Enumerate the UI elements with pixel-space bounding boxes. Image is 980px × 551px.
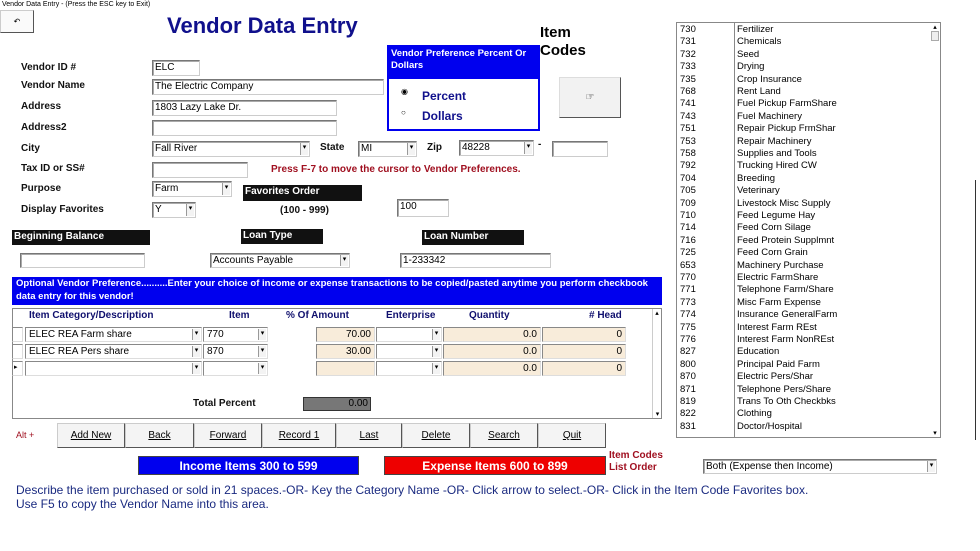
address2-label: Address2	[21, 122, 67, 133]
item-name: Chemicals	[737, 36, 782, 48]
address2-input[interactable]	[152, 120, 337, 136]
enterprise-select[interactable]	[376, 327, 442, 342]
header-enterprise: Enterprise	[386, 310, 436, 321]
item-code: 871	[680, 383, 696, 395]
item-name: Feed Legume Hay	[737, 210, 816, 221]
vendor-id-input[interactable]: ELC	[152, 60, 200, 76]
dollars-option-label[interactable]: Dollars	[422, 109, 463, 123]
item-name: Education	[737, 346, 780, 358]
item-code-row[interactable]	[680, 98, 930, 110]
dropdown-arrow-icon[interactable]: ▾	[432, 363, 440, 374]
item-code: 870	[680, 371, 696, 383]
display-favorites-value: Y	[155, 204, 162, 215]
item-code: 800	[680, 358, 696, 370]
purpose-value: Farm	[155, 183, 179, 194]
item-code: 831	[680, 420, 696, 432]
item-code-row[interactable]	[680, 86, 930, 98]
item-code: 741	[680, 98, 696, 110]
quantity-input[interactable]: 0.0	[443, 361, 541, 376]
item-code: 735	[680, 73, 696, 85]
zip-select[interactable]	[459, 140, 534, 156]
item-name: Drying	[737, 61, 765, 73]
item-code-row[interactable]	[680, 123, 930, 135]
item-name: Breeding	[737, 172, 776, 184]
percent-input[interactable]	[316, 361, 375, 376]
dropdown-arrow-icon[interactable]: ▾	[258, 346, 266, 357]
item-name: Feed Corn Silage	[737, 222, 811, 234]
income-items-button[interactable]: Income Items 300 to 599	[138, 456, 359, 475]
item-code-row[interactable]	[680, 384, 930, 396]
favorites-order-range: (100 - 999)	[280, 205, 329, 216]
radio-percent[interactable]: ◉	[401, 87, 408, 96]
item-code-row[interactable]	[680, 74, 930, 86]
undo-icon: ↶	[13, 17, 21, 26]
head-input[interactable]: 0	[542, 327, 626, 342]
list-order-value: Both (Expense then Income)	[706, 461, 833, 472]
help-line-2: Use F5 to copy the Vendor Name into this area.	[16, 497, 269, 511]
address-label: Address	[21, 101, 62, 112]
item-description-select[interactable]	[25, 327, 202, 342]
loan-type-select[interactable]	[210, 253, 350, 268]
description-value: ELEC REA Pers share	[29, 346, 130, 357]
quantity-input[interactable]: 0.0	[443, 344, 541, 359]
add-new-button[interactable]: Add New	[57, 423, 125, 448]
item-code: 705	[680, 185, 696, 197]
item-code-row[interactable]	[680, 49, 930, 61]
item-name: Electric FarmShare	[737, 272, 819, 283]
tax-id-label: Tax ID or SS#	[21, 163, 85, 174]
percent-option-label[interactable]: Percent	[422, 89, 467, 103]
item-code-row[interactable]	[680, 247, 930, 259]
item-name: Trucking Hired CW	[737, 160, 817, 172]
item-name: Fuel Pickup FarmShare	[737, 98, 837, 110]
item-code-row[interactable]	[680, 346, 930, 358]
grid-scrollbar[interactable]: ▴ ▾	[652, 309, 661, 418]
item-code: 827	[680, 346, 696, 358]
state-label: State	[320, 142, 345, 153]
item-code: 775	[680, 321, 696, 333]
item-name: Telephone Farm/Share	[737, 284, 834, 296]
expense-items-button[interactable]: Expense Items 600 to 899	[384, 456, 606, 475]
item-code: 774	[680, 309, 696, 321]
beginning-balance-input[interactable]	[20, 253, 145, 268]
item-code-row[interactable]	[680, 297, 930, 309]
purpose-select[interactable]	[152, 181, 232, 197]
item-code: 725	[680, 247, 696, 259]
city-value: Fall River	[155, 143, 198, 154]
item-name: Trans To Oth Checkbks	[737, 396, 836, 407]
item-name: Seed	[737, 48, 760, 60]
header-head: # Head	[589, 310, 622, 321]
favorites-order-label: Favorites Order	[243, 185, 362, 201]
item-code-row[interactable]	[680, 272, 930, 284]
vendor-preference-title: Vendor Preference Percent Or Dollars	[389, 47, 538, 79]
tax-id-input[interactable]	[152, 162, 248, 178]
quantity-input[interactable]: 0.0	[443, 327, 541, 342]
list-scrollbar[interactable]: ▴ ▾	[930, 23, 940, 437]
dropdown-arrow-icon[interactable]: ▾	[407, 143, 415, 155]
item-name: Feed Corn Grain	[737, 247, 808, 259]
item-name: Insurance GeneralFarm	[737, 309, 838, 321]
item-code-select[interactable]	[203, 361, 268, 376]
item-code: 710	[680, 210, 696, 221]
head-input[interactable]: 0	[542, 361, 626, 376]
item-code-row[interactable]	[680, 185, 930, 197]
item-code: 730	[680, 24, 696, 35]
item-code-row[interactable]	[680, 322, 930, 334]
item-name: Veterinary	[737, 185, 780, 197]
dropdown-arrow-icon[interactable]: ▾	[222, 183, 230, 195]
item-code-value: 870	[207, 346, 224, 357]
item-code: 733	[680, 61, 696, 73]
header-item: Item	[229, 310, 250, 321]
item-code-row[interactable]	[680, 260, 930, 272]
item-code-row[interactable]	[680, 160, 930, 172]
item-code-select[interactable]	[203, 344, 268, 359]
item-code-row[interactable]	[680, 284, 930, 296]
help-line-1: Describe the item purchased or sold in 21 spaces.-OR- Key the Category Name -OR- Click arrow to select.-OR- Click in the Item Code Favorites box.	[16, 483, 809, 497]
zip-dash: -	[538, 139, 542, 150]
item-code: 819	[680, 396, 696, 407]
favorites-order-input[interactable]: 100	[397, 199, 449, 217]
window-title: Vendor Data Entry - (Press the ESC key to Exit)	[2, 1, 151, 8]
dropdown-arrow-icon[interactable]: ▾	[192, 346, 200, 357]
dropdown-arrow-icon[interactable]: ▾	[186, 204, 194, 216]
item-code: 768	[680, 86, 696, 97]
zip-value: 48228	[462, 142, 490, 153]
delete-button[interactable]: Delete	[402, 423, 470, 448]
item-code-row[interactable]	[680, 222, 930, 234]
list-order-label: Item Codes List Order	[609, 450, 663, 473]
item-code: 792	[680, 160, 696, 172]
item-code: 731	[680, 36, 696, 48]
item-name: Crop Insurance	[737, 73, 802, 85]
row-selector[interactable]	[12, 327, 23, 342]
item-name: Livestock Misc Supply	[737, 197, 831, 209]
window-edge	[975, 180, 976, 440]
item-name: Doctor/Hospital	[737, 420, 802, 432]
item-code-row[interactable]	[680, 334, 930, 346]
loan-type-label: Loan Type	[241, 229, 323, 244]
item-name: Interest Farm REst	[737, 321, 817, 333]
address-input[interactable]: 1803 Lazy Lake Dr.	[152, 100, 337, 116]
vendor-name-input[interactable]: The Electric Company	[152, 79, 384, 95]
zip-label: Zip	[427, 142, 442, 153]
list-order-select[interactable]	[703, 459, 937, 474]
item-name: Fertilizer	[737, 24, 774, 35]
header-percent: % Of Amount	[286, 310, 349, 321]
dropdown-arrow-icon[interactable]: ▾	[192, 329, 200, 340]
item-code-row[interactable]	[680, 371, 930, 383]
item-code-row[interactable]	[680, 408, 930, 420]
dropdown-arrow-icon[interactable]: ▾	[432, 346, 440, 357]
dropdown-arrow-icon[interactable]: ▾	[340, 255, 348, 266]
item-code: 714	[680, 222, 696, 234]
item-code: 753	[680, 135, 696, 147]
last-button[interactable]: Last	[336, 423, 402, 448]
quit-button[interactable]: Quit	[538, 423, 606, 448]
item-name: Feed Protein Supplmnt	[737, 234, 835, 246]
item-code-row[interactable]	[680, 359, 930, 371]
loan-number-input[interactable]: 1-233342	[400, 253, 551, 268]
item-code-row[interactable]	[680, 421, 930, 433]
total-percent-label: Total Percent	[193, 398, 256, 409]
enterprise-select[interactable]	[376, 344, 442, 359]
head-input[interactable]: 0	[542, 344, 626, 359]
header-description: Item Category/Description	[29, 310, 154, 321]
item-code-row[interactable]	[680, 235, 930, 247]
beginning-balance-label: Beginning Balance	[12, 230, 150, 245]
item-code-row[interactable]	[680, 36, 930, 48]
dropdown-arrow-icon[interactable]: ▾	[300, 143, 308, 155]
item-code: 704	[680, 172, 696, 184]
item-code: 773	[680, 296, 696, 308]
state-select[interactable]	[358, 141, 417, 157]
item-code-row[interactable]	[680, 24, 930, 36]
dropdown-arrow-icon[interactable]: ▾	[432, 329, 440, 340]
item-code: 751	[680, 123, 696, 135]
back-button[interactable]: Back	[125, 423, 194, 448]
dropdown-arrow-icon[interactable]: ▾	[927, 461, 935, 472]
item-code: 771	[680, 284, 696, 296]
description-value: ELEC REA Farm share	[29, 329, 132, 340]
item-name: Supplies and Tools	[737, 148, 817, 159]
item-code-value: 770	[207, 329, 224, 340]
percent-input[interactable]: 30.00	[316, 344, 375, 359]
item-code: 770	[680, 272, 696, 283]
item-code: 653	[680, 259, 696, 271]
item-description-select[interactable]	[25, 344, 202, 359]
item-name: Machinery Purchase	[737, 259, 824, 271]
row-selector[interactable]: ▸	[12, 361, 23, 376]
city-select[interactable]	[152, 141, 310, 157]
purpose-label: Purpose	[21, 183, 62, 194]
item-name: Repair Pickup FrmShar	[737, 123, 836, 135]
item-name: Repair Machinery	[737, 135, 812, 147]
dropdown-arrow-icon[interactable]: ▾	[192, 363, 200, 374]
row-selector[interactable]	[12, 344, 23, 359]
item-code-row[interactable]	[680, 61, 930, 73]
state-value: MI	[361, 143, 373, 154]
item-name: Clothing	[737, 408, 772, 420]
item-code-row[interactable]	[680, 396, 930, 408]
item-code-row[interactable]	[680, 136, 930, 148]
loan-type-value: Accounts Payable	[213, 255, 294, 266]
item-code-row[interactable]	[680, 198, 930, 210]
item-code-row[interactable]	[680, 148, 930, 160]
item-code: 776	[680, 334, 696, 345]
city-label: City	[21, 143, 40, 154]
item-name: Telephone Pers/Share	[737, 383, 832, 395]
item-code: 758	[680, 148, 696, 159]
radio-dollars[interactable]: ○	[401, 108, 406, 117]
item-code: 716	[680, 234, 696, 246]
total-percent-value: 0.00	[303, 397, 371, 411]
loan-number-label: Loan Number	[422, 230, 524, 245]
item-code: 822	[680, 408, 696, 420]
dropdown-arrow-icon[interactable]: ▾	[524, 142, 532, 154]
vendor-name-label: Vendor Name	[21, 80, 85, 91]
item-code: 732	[680, 48, 696, 60]
display-favorites-label: Display Favorites	[21, 204, 104, 215]
zip-ext-input[interactable]	[552, 141, 608, 157]
item-name: Rent Land	[737, 86, 781, 97]
dropdown-arrow-icon[interactable]: ▾	[258, 329, 266, 340]
vendor-id-label: Vendor ID #	[21, 62, 77, 73]
item-codes-label: Item Codes	[540, 24, 586, 59]
pointer-icon: ☞	[585, 92, 595, 103]
record-1-button[interactable]: Record 1	[262, 423, 336, 448]
item-name: Electric Pers/Shar	[737, 371, 814, 383]
item-code-row[interactable]	[680, 111, 930, 123]
item-code-select[interactable]	[203, 327, 268, 342]
item-code: 743	[680, 110, 696, 122]
item-description-select[interactable]	[25, 361, 202, 376]
display-favorites-select[interactable]	[152, 202, 196, 218]
item-code: 709	[680, 197, 696, 209]
optional-preference-banner: Optional Vendor Preference..........Enter your choice of income or expense transactions to be copied/pasted anytime you perform checkbook data entry for this vendor!	[12, 277, 662, 305]
item-code-row[interactable]	[680, 173, 930, 185]
item-name: Fuel Machinery	[737, 110, 802, 122]
alt-label: Alt +	[16, 430, 35, 440]
item-code-row[interactable]	[680, 210, 930, 222]
back-button[interactable]	[0, 10, 34, 33]
forward-button[interactable]: Forward	[194, 423, 262, 448]
percent-input[interactable]: 70.00	[316, 327, 375, 342]
vendor-preference-box	[387, 45, 540, 131]
dropdown-arrow-icon[interactable]: ▾	[258, 363, 266, 374]
page-title: Vendor Data Entry	[167, 13, 358, 38]
item-code-row[interactable]	[680, 309, 930, 321]
item-name: Misc Farm Expense	[737, 296, 821, 308]
item-name: Interest Farm NonREst	[737, 334, 835, 345]
enterprise-select[interactable]	[376, 361, 442, 376]
item-codes-button[interactable]	[559, 77, 621, 118]
f7-hint: Press F-7 to move the cursor to Vendor Preferences.	[271, 164, 521, 175]
item-name: Principal Paid Farm	[737, 358, 820, 370]
search-button[interactable]: Search	[470, 423, 538, 448]
header-quantity: Quantity	[469, 310, 510, 321]
